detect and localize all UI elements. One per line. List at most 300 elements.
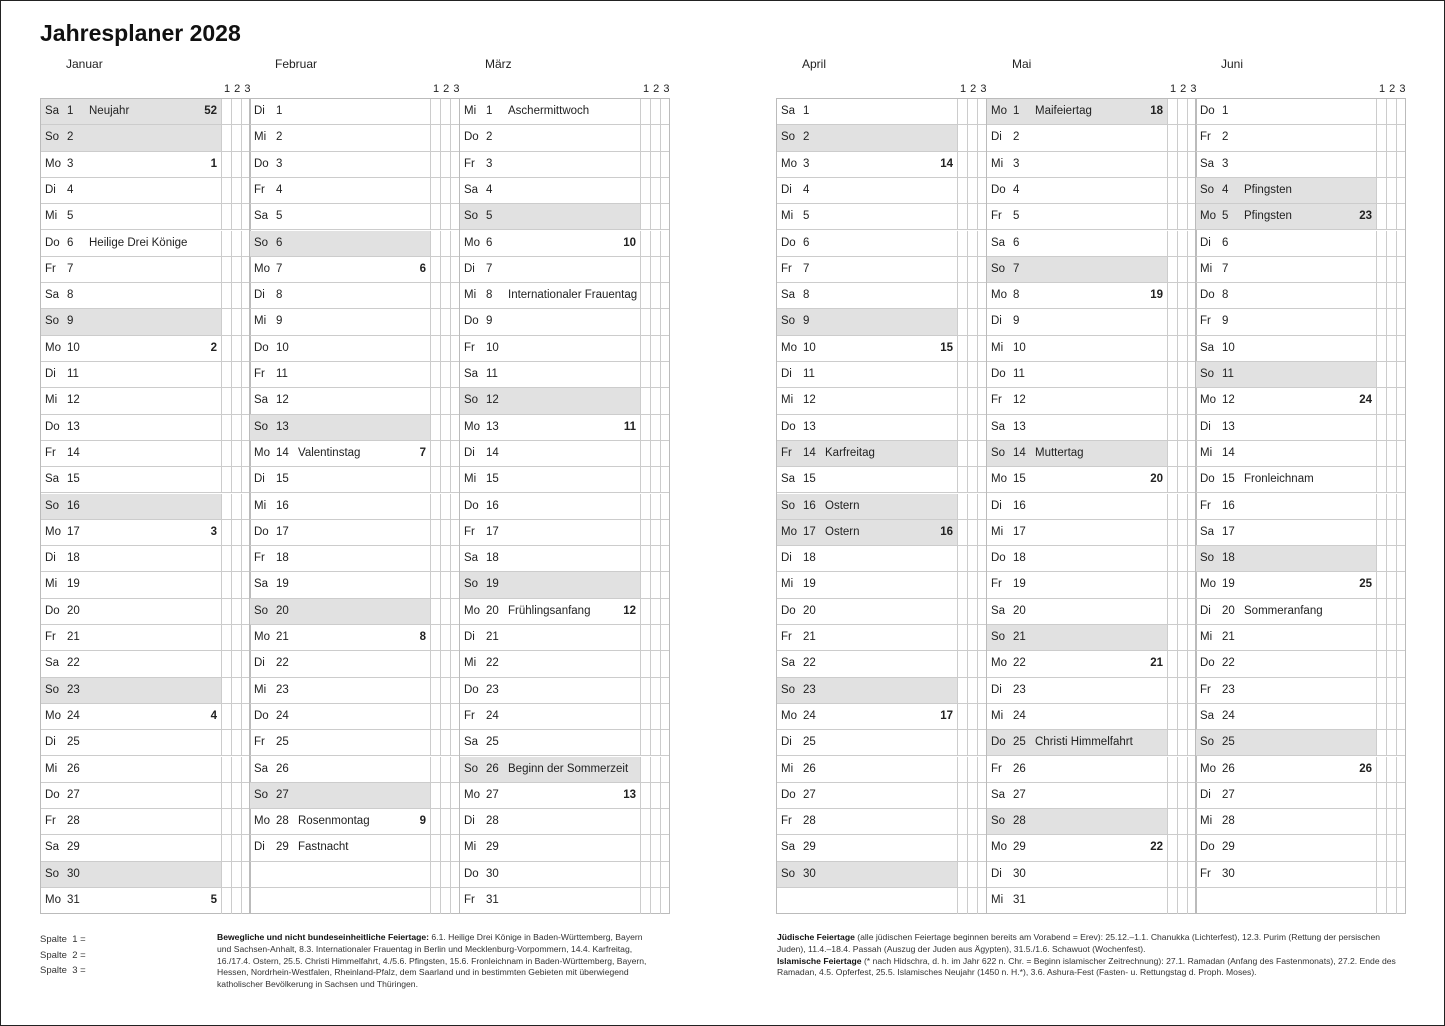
spalte-2-cell[interactable] [968, 730, 978, 755]
day-cell[interactable] [41, 99, 222, 124]
spalte-1-cell[interactable] [1377, 757, 1387, 782]
day-row[interactable] [777, 730, 986, 756]
spalte-1-cell[interactable] [431, 257, 441, 282]
day-cell[interactable] [777, 572, 958, 597]
spalte-3-cell[interactable] [661, 835, 671, 860]
spalte-2-cell[interactable] [651, 283, 661, 308]
spalte-2-cell[interactable] [968, 651, 978, 676]
day-row[interactable] [987, 862, 1196, 888]
day-row[interactable] [41, 283, 250, 309]
spalte-1-cell[interactable] [431, 704, 441, 729]
day-row[interactable] [987, 178, 1196, 204]
spalte-3-cell[interactable] [1397, 546, 1407, 571]
day-cell[interactable] [250, 835, 431, 860]
day-cell[interactable] [460, 835, 641, 860]
spalte-1-cell[interactable] [1168, 204, 1178, 229]
day-cell[interactable] [987, 283, 1168, 308]
day-cell[interactable] [987, 125, 1168, 150]
day-cell[interactable] [41, 125, 222, 150]
spalte-1-cell[interactable] [1377, 257, 1387, 282]
spalte-3-cell[interactable] [1397, 125, 1407, 150]
day-row[interactable] [250, 204, 459, 230]
spalte-3-cell[interactable] [661, 678, 671, 703]
spalte-2-cell[interactable] [1178, 283, 1188, 308]
spalte-2-cell[interactable] [232, 178, 242, 203]
spalte-1-cell[interactable] [1168, 809, 1178, 834]
day-row[interactable] [1196, 783, 1405, 809]
day-row[interactable] [987, 651, 1196, 677]
spalte-2-cell[interactable] [1387, 625, 1397, 650]
spalte-1-cell[interactable] [958, 651, 968, 676]
spalte-2-cell[interactable] [1387, 704, 1397, 729]
spalte-2-cell[interactable] [441, 204, 451, 229]
spalte-2-cell[interactable] [968, 152, 978, 177]
spalte-2-cell[interactable] [441, 520, 451, 545]
spalte-1-cell[interactable] [641, 494, 651, 519]
day-cell[interactable] [1196, 99, 1377, 124]
day-row[interactable] [460, 309, 669, 335]
day-row[interactable] [41, 99, 250, 125]
day-cell[interactable] [987, 704, 1168, 729]
day-row[interactable] [460, 520, 669, 546]
day-row[interactable] [777, 467, 986, 493]
spalte-1-cell[interactable] [1168, 231, 1178, 256]
spalte-3-cell[interactable] [1397, 441, 1407, 466]
spalte-2-cell[interactable] [651, 152, 661, 177]
spalte-1-cell[interactable] [222, 783, 232, 808]
spalte-1-cell[interactable] [222, 415, 232, 440]
day-row[interactable] [460, 441, 669, 467]
day-cell[interactable] [777, 204, 958, 229]
spalte-2-cell[interactable] [232, 572, 242, 597]
spalte-2-cell[interactable] [441, 809, 451, 834]
day-cell[interactable] [250, 257, 431, 282]
spalte-3-cell[interactable] [1397, 388, 1407, 413]
day-cell[interactable] [41, 546, 222, 571]
spalte-1-cell[interactable] [1377, 835, 1387, 860]
day-row[interactable] [777, 599, 986, 625]
day-row[interactable] [41, 415, 250, 441]
spalte-2-cell[interactable] [1387, 520, 1397, 545]
day-cell[interactable] [460, 625, 641, 650]
spalte-1-cell[interactable] [1168, 415, 1178, 440]
day-cell[interactable] [987, 494, 1168, 519]
spalte-2-cell[interactable] [968, 467, 978, 492]
spalte-3-cell[interactable] [661, 204, 671, 229]
day-cell[interactable] [250, 415, 431, 440]
day-cell[interactable] [987, 730, 1168, 755]
spalte-2-cell[interactable] [651, 862, 661, 887]
spalte-3-cell[interactable] [661, 283, 671, 308]
spalte-2-cell[interactable] [232, 125, 242, 150]
spalte-2-cell[interactable] [1178, 625, 1188, 650]
day-row[interactable] [987, 704, 1196, 730]
day-cell[interactable] [987, 520, 1168, 545]
spalte-3-cell[interactable] [1397, 678, 1407, 703]
spalte-2-cell[interactable] [651, 730, 661, 755]
spalte-1-cell[interactable] [1168, 494, 1178, 519]
spalte-3-cell[interactable] [661, 888, 671, 914]
day-row[interactable] [1196, 546, 1405, 572]
spalte-1-cell[interactable] [641, 651, 651, 676]
spalte-2-cell[interactable] [1387, 125, 1397, 150]
day-cell[interactable] [777, 257, 958, 282]
day-cell[interactable] [987, 651, 1168, 676]
spalte-2-cell[interactable] [651, 309, 661, 334]
day-cell[interactable] [460, 388, 641, 413]
day-cell[interactable] [41, 888, 222, 914]
spalte-1-cell[interactable] [641, 862, 651, 887]
spalte-1-cell[interactable] [641, 809, 651, 834]
day-cell[interactable] [1196, 520, 1377, 545]
day-cell[interactable] [460, 809, 641, 834]
day-cell[interactable] [460, 651, 641, 676]
spalte-3-cell[interactable] [1397, 835, 1407, 860]
spalte-3-cell[interactable] [661, 231, 671, 256]
spalte-1-cell[interactable] [958, 441, 968, 466]
spalte-2-cell[interactable] [968, 441, 978, 466]
day-cell[interactable] [41, 599, 222, 624]
spalte-2-cell[interactable] [968, 888, 978, 914]
day-row[interactable] [987, 283, 1196, 309]
day-row[interactable] [41, 204, 250, 230]
day-cell[interactable] [987, 835, 1168, 860]
spalte-2-cell[interactable] [1178, 757, 1188, 782]
spalte-2-cell[interactable] [651, 520, 661, 545]
day-row[interactable] [250, 362, 459, 388]
day-cell[interactable] [777, 730, 958, 755]
spalte-1-cell[interactable] [431, 362, 441, 387]
day-row[interactable] [460, 283, 669, 309]
day-cell[interactable] [250, 625, 431, 650]
day-cell[interactable] [460, 888, 641, 914]
day-cell[interactable] [250, 336, 431, 361]
spalte-1-cell[interactable] [431, 283, 441, 308]
day-cell[interactable] [250, 809, 431, 834]
day-cell[interactable] [777, 231, 958, 256]
spalte-1-cell[interactable] [1377, 388, 1387, 413]
day-row[interactable] [1196, 231, 1405, 257]
day-row[interactable] [41, 678, 250, 704]
spalte-2-cell[interactable] [651, 231, 661, 256]
spalte-1-cell[interactable] [958, 415, 968, 440]
day-cell[interactable] [1196, 336, 1377, 361]
spalte-2-cell[interactable] [1387, 309, 1397, 334]
day-row[interactable] [1196, 625, 1405, 651]
spalte-2-cell[interactable] [1387, 336, 1397, 361]
spalte-1-cell[interactable] [222, 388, 232, 413]
day-row[interactable] [987, 415, 1196, 441]
day-row[interactable] [987, 888, 1196, 914]
spalte-2-cell[interactable] [968, 520, 978, 545]
spalte-2-cell[interactable] [441, 625, 451, 650]
day-cell[interactable] [987, 441, 1168, 466]
spalte-1-cell[interactable] [1168, 257, 1178, 282]
day-row[interactable] [1196, 651, 1405, 677]
spalte-3-cell[interactable] [1397, 730, 1407, 755]
day-cell[interactable] [41, 757, 222, 782]
day-row[interactable] [41, 546, 250, 572]
day-cell[interactable] [1196, 415, 1377, 440]
day-cell[interactable] [41, 572, 222, 597]
day-row[interactable] [987, 809, 1196, 835]
spalte-1-cell[interactable] [958, 757, 968, 782]
spalte-1-cell[interactable] [222, 888, 232, 914]
spalte-1-cell[interactable] [641, 283, 651, 308]
day-cell[interactable] [41, 835, 222, 860]
day-row[interactable] [987, 599, 1196, 625]
day-row[interactable] [460, 204, 669, 230]
day-row[interactable] [1196, 178, 1405, 204]
spalte-1-cell[interactable] [1168, 757, 1178, 782]
spalte-1-cell[interactable] [641, 388, 651, 413]
day-cell[interactable] [460, 520, 641, 545]
day-cell[interactable] [250, 651, 431, 676]
spalte-2-cell[interactable] [441, 757, 451, 782]
spalte-1-cell[interactable] [958, 467, 968, 492]
spalte-2-cell[interactable] [1178, 888, 1188, 914]
spalte-1-cell[interactable] [958, 599, 968, 624]
spalte-2-cell[interactable] [651, 178, 661, 203]
spalte-2-cell[interactable] [651, 599, 661, 624]
day-row[interactable] [41, 441, 250, 467]
day-cell[interactable] [777, 599, 958, 624]
day-cell[interactable] [250, 599, 431, 624]
spalte-1-cell[interactable] [641, 415, 651, 440]
day-cell[interactable] [250, 125, 431, 150]
day-row[interactable] [1196, 309, 1405, 335]
day-row[interactable] [777, 231, 986, 257]
spalte-1-cell[interactable] [431, 520, 441, 545]
spalte-2-cell[interactable] [232, 651, 242, 676]
spalte-1-cell[interactable] [641, 625, 651, 650]
spalte-2-cell[interactable] [1178, 336, 1188, 361]
day-cell[interactable] [987, 204, 1168, 229]
day-cell[interactable] [1196, 783, 1377, 808]
day-cell[interactable] [777, 678, 958, 703]
day-cell[interactable] [41, 862, 222, 887]
spalte-1-cell[interactable] [641, 441, 651, 466]
day-row[interactable] [1196, 441, 1405, 467]
day-cell[interactable] [1196, 362, 1377, 387]
day-cell[interactable] [987, 99, 1168, 124]
spalte-2-cell[interactable] [651, 99, 661, 124]
day-row[interactable] [987, 336, 1196, 362]
spalte-2-cell[interactable] [441, 651, 451, 676]
spalte-2-cell[interactable] [232, 835, 242, 860]
day-row[interactable] [460, 730, 669, 756]
spalte-1-cell[interactable] [641, 520, 651, 545]
day-row[interactable] [777, 415, 986, 441]
day-row[interactable] [987, 204, 1196, 230]
spalte-2-cell[interactable] [1178, 599, 1188, 624]
spalte-1-cell[interactable] [1377, 625, 1387, 650]
spalte-1-cell[interactable] [1377, 494, 1387, 519]
day-row[interactable] [250, 283, 459, 309]
spalte-1-cell[interactable] [431, 152, 441, 177]
day-row[interactable] [777, 336, 986, 362]
day-cell[interactable] [777, 704, 958, 729]
day-cell[interactable] [250, 309, 431, 334]
day-row[interactable] [460, 704, 669, 730]
spalte-2-cell[interactable] [441, 678, 451, 703]
spalte-2-cell[interactable] [441, 388, 451, 413]
day-row[interactable] [460, 783, 669, 809]
spalte-3-cell[interactable] [1397, 362, 1407, 387]
spalte-2-cell[interactable] [441, 415, 451, 440]
day-cell[interactable] [41, 257, 222, 282]
spalte-1-cell[interactable] [222, 494, 232, 519]
day-row[interactable] [460, 546, 669, 572]
spalte-1-cell[interactable] [1377, 204, 1387, 229]
spalte-1-cell[interactable] [431, 651, 441, 676]
spalte-3-cell[interactable] [661, 99, 671, 124]
spalte-1-cell[interactable] [641, 678, 651, 703]
spalte-2-cell[interactable] [1387, 730, 1397, 755]
spalte-2-cell[interactable] [232, 862, 242, 887]
spalte-1-cell[interactable] [222, 757, 232, 782]
spalte-1-cell[interactable] [641, 704, 651, 729]
day-cell[interactable] [460, 362, 641, 387]
day-cell[interactable] [987, 572, 1168, 597]
spalte-2-cell[interactable] [232, 99, 242, 124]
spalte-2-cell[interactable] [1387, 757, 1397, 782]
spalte-1-cell[interactable] [1377, 467, 1387, 492]
day-row[interactable] [460, 152, 669, 178]
day-row[interactable] [41, 862, 250, 888]
day-row[interactable] [250, 599, 459, 625]
day-cell[interactable] [777, 178, 958, 203]
day-row[interactable] [1196, 494, 1405, 520]
day-row[interactable] [250, 257, 459, 283]
day-cell[interactable] [41, 678, 222, 703]
spalte-3-cell[interactable] [661, 441, 671, 466]
spalte-2-cell[interactable] [968, 678, 978, 703]
spalte-1-cell[interactable] [1377, 704, 1387, 729]
spalte-1-cell[interactable] [641, 99, 651, 124]
day-row[interactable] [460, 599, 669, 625]
day-row[interactable] [460, 178, 669, 204]
day-cell[interactable] [987, 625, 1168, 650]
spalte-1-cell[interactable] [1168, 704, 1178, 729]
day-row[interactable] [250, 494, 459, 520]
spalte-2-cell[interactable] [1387, 178, 1397, 203]
spalte-3-cell[interactable] [1397, 257, 1407, 282]
day-cell[interactable] [250, 862, 431, 887]
spalte-2-cell[interactable] [232, 730, 242, 755]
day-row[interactable] [41, 520, 250, 546]
spalte-1-cell[interactable] [958, 809, 968, 834]
day-row[interactable] [987, 99, 1196, 125]
day-cell[interactable] [460, 99, 641, 124]
spalte-2-cell[interactable] [968, 546, 978, 571]
spalte-3-cell[interactable] [1397, 467, 1407, 492]
day-cell[interactable] [41, 625, 222, 650]
day-row[interactable] [777, 441, 986, 467]
day-row[interactable] [250, 415, 459, 441]
spalte-1-cell[interactable] [1377, 888, 1387, 914]
spalte-1-cell[interactable] [431, 178, 441, 203]
spalte-2-cell[interactable] [441, 178, 451, 203]
spalte-1-cell[interactable] [1377, 651, 1387, 676]
spalte-2-cell[interactable] [441, 257, 451, 282]
spalte-1-cell[interactable] [958, 257, 968, 282]
day-cell[interactable] [41, 388, 222, 413]
day-row[interactable] [777, 546, 986, 572]
day-row[interactable] [250, 757, 459, 783]
spalte-1-cell[interactable] [958, 704, 968, 729]
day-cell[interactable] [250, 494, 431, 519]
spalte-3-cell[interactable] [1397, 572, 1407, 597]
day-cell[interactable] [250, 152, 431, 177]
spalte-1-cell[interactable] [431, 783, 441, 808]
spalte-2-cell[interactable] [1178, 257, 1188, 282]
day-cell[interactable] [1196, 204, 1377, 229]
spalte-1-cell[interactable] [1168, 835, 1178, 860]
day-cell[interactable] [987, 809, 1168, 834]
day-row[interactable] [250, 835, 459, 861]
day-row[interactable] [41, 783, 250, 809]
day-row[interactable] [250, 572, 459, 598]
spalte-3-cell[interactable] [1397, 809, 1407, 834]
spalte-1-cell[interactable] [222, 204, 232, 229]
spalte-2-cell[interactable] [441, 730, 451, 755]
day-row[interactable] [987, 388, 1196, 414]
spalte-1-cell[interactable] [641, 362, 651, 387]
day-cell[interactable] [1196, 388, 1377, 413]
day-row[interactable] [460, 625, 669, 651]
spalte-3-cell[interactable] [661, 388, 671, 413]
spalte-2-cell[interactable] [441, 546, 451, 571]
day-row[interactable] [250, 152, 459, 178]
spalte-2-cell[interactable] [441, 99, 451, 124]
spalte-1-cell[interactable] [222, 835, 232, 860]
spalte-1-cell[interactable] [1377, 415, 1387, 440]
day-row[interactable] [460, 257, 669, 283]
spalte-2-cell[interactable] [1387, 388, 1397, 413]
day-cell[interactable] [777, 152, 958, 177]
day-cell[interactable] [460, 678, 641, 703]
day-cell[interactable] [460, 704, 641, 729]
day-row[interactable] [250, 231, 459, 257]
spalte-2-cell[interactable] [651, 362, 661, 387]
spalte-2-cell[interactable] [1178, 678, 1188, 703]
spalte-1-cell[interactable] [641, 757, 651, 782]
spalte-2-cell[interactable] [651, 625, 661, 650]
spalte-1-cell[interactable] [958, 309, 968, 334]
day-cell[interactable] [460, 757, 641, 782]
spalte-1-cell[interactable] [641, 835, 651, 860]
spalte-1-cell[interactable] [958, 99, 968, 124]
spalte-3-cell[interactable] [1397, 783, 1407, 808]
day-cell[interactable] [987, 546, 1168, 571]
spalte-2-cell[interactable] [1387, 257, 1397, 282]
spalte-2-cell[interactable] [441, 835, 451, 860]
day-row[interactable] [250, 546, 459, 572]
day-cell[interactable] [777, 809, 958, 834]
spalte-1-cell[interactable] [1168, 888, 1178, 914]
day-cell[interactable] [987, 599, 1168, 624]
day-cell[interactable] [250, 757, 431, 782]
spalte-2-cell[interactable] [1387, 441, 1397, 466]
spalte-2-cell[interactable] [441, 309, 451, 334]
day-row[interactable] [41, 309, 250, 335]
spalte-2-cell[interactable] [441, 704, 451, 729]
day-row[interactable] [250, 730, 459, 756]
spalte-2-cell[interactable] [441, 283, 451, 308]
day-cell[interactable] [1196, 572, 1377, 597]
day-row[interactable] [1196, 283, 1405, 309]
